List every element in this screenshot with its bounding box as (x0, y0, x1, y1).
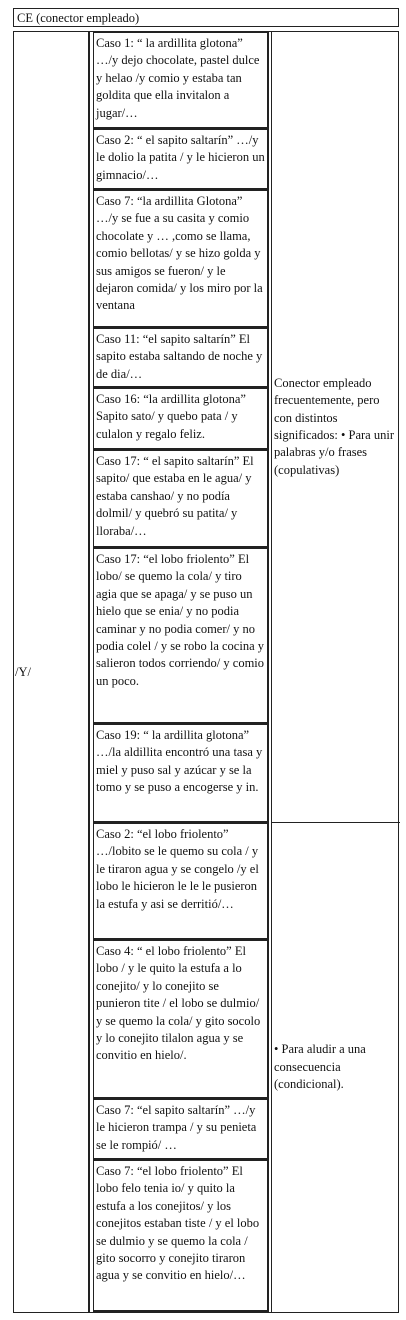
case-cell: Caso 11: “el sapito saltarín” El sapito estaba saltando de noche y de dia/… (93, 328, 269, 388)
case-cell: Caso 17: “el lobo friolento” El lobo/ se quemo la cola/ y tiro agia que se apaga/ y se puso un hielo que se enia/ y no podia caminar y no podia comer/ y no podia colel / y se robo la cocina y salieron todos corriendo/ y comio un poco. (93, 548, 269, 724)
case-cell: Caso 17: “ el sapito saltarín” El sapito/ que estaba en le agua/ y estaba canshao/ y no podía dolmil/ y quebró su patita/ y lloraba/… (93, 450, 269, 548)
description-text: • Para aludir a una consecuencia (condicional). (274, 1042, 366, 1092)
connector-cell (14, 32, 90, 1312)
case-cell: Caso 4: “ el lobo friolento” El lobo / y le quito la estufa a lo conejito/ y lo conejito se punieron tite / el lobo se dulmio/ y se quemo la cola/ y gito socolo y lo conejito tilalon agua y se convitio en hielo/. (93, 940, 269, 1099)
case-cell: Caso 2: “el lobo friolento” …/lobito se le quemo su cola / y le tiraron agua y se congelo /y el lobo le hicieron le le le pusieron la estufa y asi se derritió/… (93, 823, 269, 940)
connector-label: /Y/ (15, 665, 31, 679)
case-cell: Caso 1: “ la ardillita glotona” …/y dejo chocolate, pastel dulce y helao /y comio y estaba tan golditа que ella invitalon a jugar/… (93, 32, 269, 129)
table-body (13, 31, 399, 1313)
table-header: CE (conector empleado) (13, 8, 399, 27)
description-cell (271, 32, 400, 823)
description-text: Conector empleado frecuentemente, pero con distintos significados: • Para unir palabras y/o frases (copulativas) (274, 375, 394, 477)
case-cell: Caso 7: “la ardillita Glotona” …/y se fue a su casita y comio chocolate y … ,como se llama, comio bellotas/ y se hizo golda y sus amigos se fueron/ y le dejaron comida/ y los miro por la ventana (93, 190, 269, 328)
case-cell: Caso 2: “ el sapito saltarín” …/y le dolio la patita / y le hicieron un gimnacio/… (93, 129, 269, 190)
case-cell: Caso 7: “el lobo friolento” El lobo felo tenia io/ y quito la estufa a los conejitos/ y los conejitos estaban tiste / y el lobo se dulmio y se quemo la cola / gito socorro y conejito tiraron agua y se convitio en hielo/… (93, 1160, 269, 1312)
case-cell: Caso 19: “ la ardillita glotona” …/la aldillita encontró una tasa y miel y puso sal y azúcar y se la tomo y se puso a encogerse y in. (93, 724, 269, 823)
description-cell (271, 823, 400, 1312)
case-cell: Caso 7: “el sapito saltarín” …/y le hicieron trampa / y su penieta se le rompió/ … (93, 1099, 269, 1160)
case-cell: Caso 16: “la ardillita glotona” Sapito sato/ y quebo pata / y culalon y regalo feliz. (93, 388, 269, 450)
